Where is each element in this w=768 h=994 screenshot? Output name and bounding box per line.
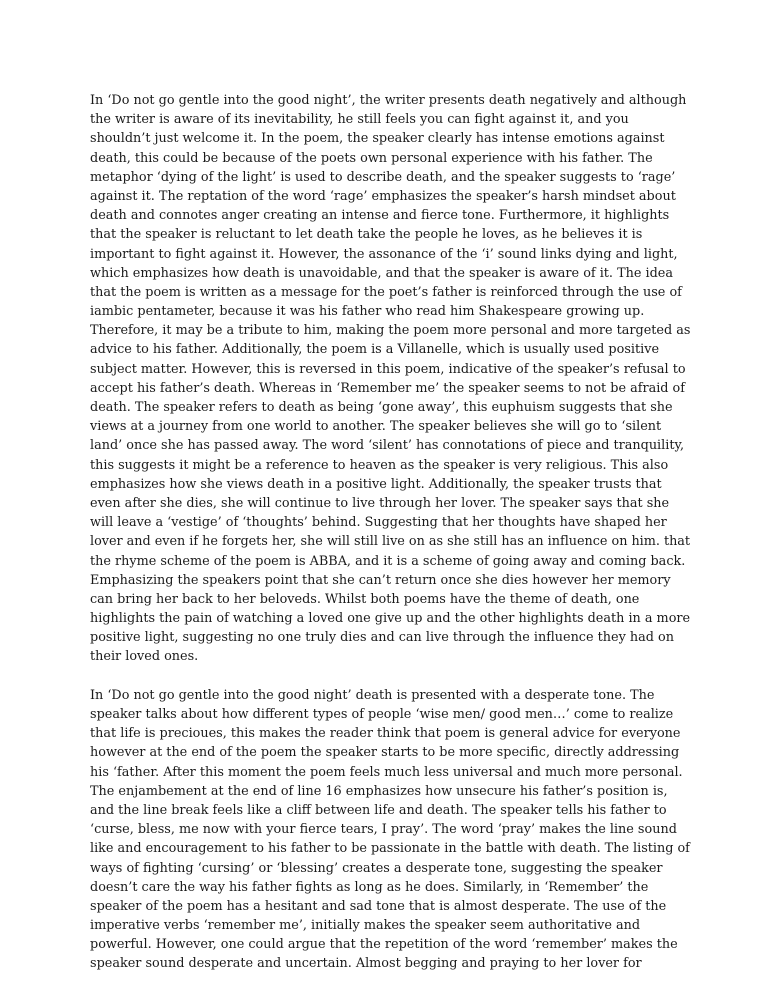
text-line: against it. The reptation of the word ‘rage’ emphasizes the speaker’s harsh mindset about: [90, 188, 676, 204]
text-line: ways of fighting ‘cursing’ or ‘blessing’ creates a desperate tone, suggesting the speaker: [90, 860, 663, 876]
text-line: Emphasizing the speakers point that she can’t return once she dies however her memory: [90, 572, 671, 588]
text-line: speaker talks about how different types of people ‘wise men/ good men…’ come to realize: [90, 707, 674, 722]
text-line: In ‘Do not go gentle into the good night’, the writer presents death negatively and although: [90, 93, 687, 108]
text-line: highlights the pain of watching a loved one give up and the other highlights death in a more: [90, 611, 691, 627]
text-line: doesn’t care the way his father fights as long as he does. Similarly, in ‘Remember’ the: [90, 879, 649, 895]
document-body: [90, 91, 690, 974]
text-line: land’ once she has passed away. The word ‘silent’ has connotations of piece and tranquility,: [90, 438, 685, 454]
text-line: like and encouragement to his father to be passionate in the battle with death. The listing of: [90, 841, 690, 857]
text-line: will leave a ‘vestige’ of ‘thoughts’ behind. Suggesting that her thoughts have shaped her: [90, 515, 667, 531]
text-line: Therefore, it may be a tribute to him, making the poem more personal and more targeted as: [90, 323, 691, 339]
text-line: iambic pentameter, because it was his father who read him Shakespeare growing up.: [90, 304, 645, 320]
text-line: metaphor ‘dying of the light’ is used to describe death, and the speaker suggests to ‘rage’: [90, 169, 676, 185]
text-line: that the speaker is reluctant to let death take the people he loves, as he believes it is: [90, 227, 643, 243]
text-line: death, this could be because of the poets own personal experience with his father. The: [90, 150, 653, 166]
text-line: important to fight against it. However, the assonance of the ‘i’ sound links dying and light,: [90, 246, 678, 262]
text-line: speaker sound desperate and uncertain. Almost begging and praying to her lover for: [90, 956, 642, 972]
text-line: his ‘father. After this moment the poem feels much less universal and much more personal.: [90, 764, 683, 780]
text-line: accept his father’s death. Whereas in ‘Remember me’ the speaker seems to not be afraid of: [90, 380, 685, 396]
text-line: this suggests it might be a reference to heaven as the speaker is very religious. This also: [90, 457, 669, 473]
text-line: views at a journey from one world to another. The speaker believes she will go to ‘silent: [90, 419, 662, 435]
text-line: subject matter. However, this is reversed in this poem, indicative of the speaker’s refusal to: [90, 361, 686, 377]
text-line: however at the end of the poem the speaker starts to be more specific, directly addressing: [90, 745, 680, 761]
text-line: death and connotes anger creating an intense and fierce tone. Furthermore, it highlights: [90, 208, 670, 224]
paragraph-2: [90, 686, 690, 974]
text-line: imperative verbs ‘remember me’, initially makes the speaker seem authoritative and: [90, 918, 641, 934]
text-line: advice to his father. Additionally, the poem is a Villanelle, which is usually used positive: [90, 342, 660, 358]
text-line: emphasizes how she views death in a positive light. Additionally, the speaker trusts that: [90, 476, 662, 492]
text-line: speaker of the poem has a hesitant and sad tone that is almost desperate. The use of the: [90, 898, 667, 914]
text-line: which emphasizes how death is unavoidable, and that the speaker is aware of it. The idea: [90, 265, 673, 281]
paragraph-1: [90, 91, 690, 667]
text-line: that the poem is written as a message for the poet’s father is reinforced through the use of: [90, 284, 682, 300]
text-line: powerful. However, one could argue that the repetition of the word ‘remember’ makes the: [90, 937, 678, 953]
text-line: The enjambement at the end of line 16 emphasizes how unsecure his father’s position is,: [90, 783, 668, 799]
text-line: their loved ones.: [90, 649, 199, 665]
text-line: the writer is aware of its inevitability, he still feels you can fight against it, and you: [90, 112, 629, 128]
text-line: lover and even if he forgets her, she will still live on as she still has an influence on him. that: [90, 534, 691, 550]
text-line: In ‘Do not go gentle into the good night’ death is presented with a desperate tone. The: [90, 687, 655, 703]
text-line: even after she dies, she will continue to live through her lover. The speaker says that she: [90, 495, 670, 511]
text-line: positive light, suggesting no one truly dies and can live through the influence they had on: [90, 630, 674, 646]
text-line: can bring her back to her beloveds. Whilst both poems have the theme of death, one: [90, 591, 640, 607]
text-line: shouldn’t just welcome it. In the poem, the speaker clearly has intense emotions against: [90, 131, 665, 147]
text-line: death. The speaker refers to death as being ‘gone away’, this euphuism suggests that she: [90, 400, 673, 415]
text-line: and the line break feels like a cliff between life and death. The speaker tells his father to: [90, 802, 667, 818]
text-line: the rhyme scheme of the poem is ABBA, and it is a scheme of going away and coming back.: [90, 553, 686, 569]
text-line: ‘curse, bless, me now with your fierce tears, I pray’. The word ‘pray’ makes the line sound: [90, 822, 677, 838]
text-line: that life is precioues, this makes the reader think that poem is general advice for everyone: [90, 726, 681, 742]
